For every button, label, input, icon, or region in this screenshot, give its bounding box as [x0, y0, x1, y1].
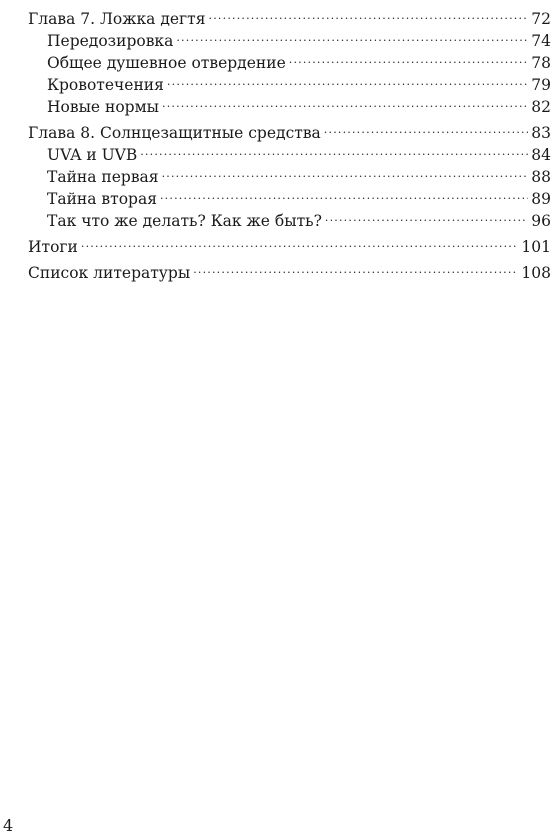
- toc-entry-title: Глава 7. Ложка дегтя: [28, 10, 206, 28]
- toc-entry-title: Итоги: [28, 238, 78, 256]
- toc-leader-dots: [81, 230, 519, 252]
- toc-entry-title: Общее душевное отвердение: [47, 54, 286, 72]
- toc-leader-dots: [160, 182, 528, 204]
- toc-entry-page: 72: [531, 10, 551, 28]
- toc-leader-dots: [325, 204, 528, 226]
- toc-entry-page: 82: [531, 98, 551, 116]
- toc-leader-dots: [167, 68, 528, 90]
- toc-leader-dots: [162, 90, 528, 112]
- toc-entry-chapter-8: [28, 116, 551, 142]
- toc-entry-title: Так что же делать? Как же быть?: [47, 212, 322, 230]
- toc-leader-dots: [162, 160, 529, 182]
- toc-entry-page: 84: [531, 146, 551, 164]
- toc-entry-page: 101: [521, 238, 551, 256]
- toc-entry-bibliography: [28, 256, 551, 282]
- toc-entry-summary: [28, 230, 551, 256]
- toc-entry-title: Тайна вторая: [47, 190, 157, 208]
- toc-entry-title: Список литературы: [28, 264, 191, 282]
- toc-entry-page: 108: [521, 264, 551, 282]
- toc-entry-chapter-7: [28, 2, 551, 28]
- toc-entry-title: Передозировка: [47, 32, 174, 50]
- toc-leader-dots: [209, 2, 529, 24]
- toc-entry-title: UVA и UVB: [47, 146, 138, 164]
- toc-leader-dots: [193, 256, 518, 278]
- toc-entry-page: 78: [531, 54, 551, 72]
- toc-entry-page: 96: [531, 212, 551, 230]
- toc-leader-dots: [324, 116, 528, 138]
- table-of-contents: [28, 2, 551, 282]
- toc-entry-page: 83: [531, 124, 551, 142]
- toc-leader-dots: [140, 138, 528, 160]
- toc-entry-title: Кровотечения: [47, 76, 164, 94]
- toc-entry-page: 88: [531, 168, 551, 186]
- toc-entry-page: 89: [531, 190, 551, 208]
- toc-leader-dots: [289, 46, 529, 68]
- toc-entry-page: 74: [531, 32, 551, 50]
- toc-entry-page: 79: [531, 76, 551, 94]
- page-number: 4: [3, 816, 14, 835]
- toc-entry-title: Глава 8. Солнцезащитные средства: [28, 124, 321, 142]
- toc-entry-title: Тайна первая: [47, 168, 159, 186]
- toc-entry-title: Новые нормы: [47, 98, 159, 116]
- toc-leader-dots: [176, 24, 528, 46]
